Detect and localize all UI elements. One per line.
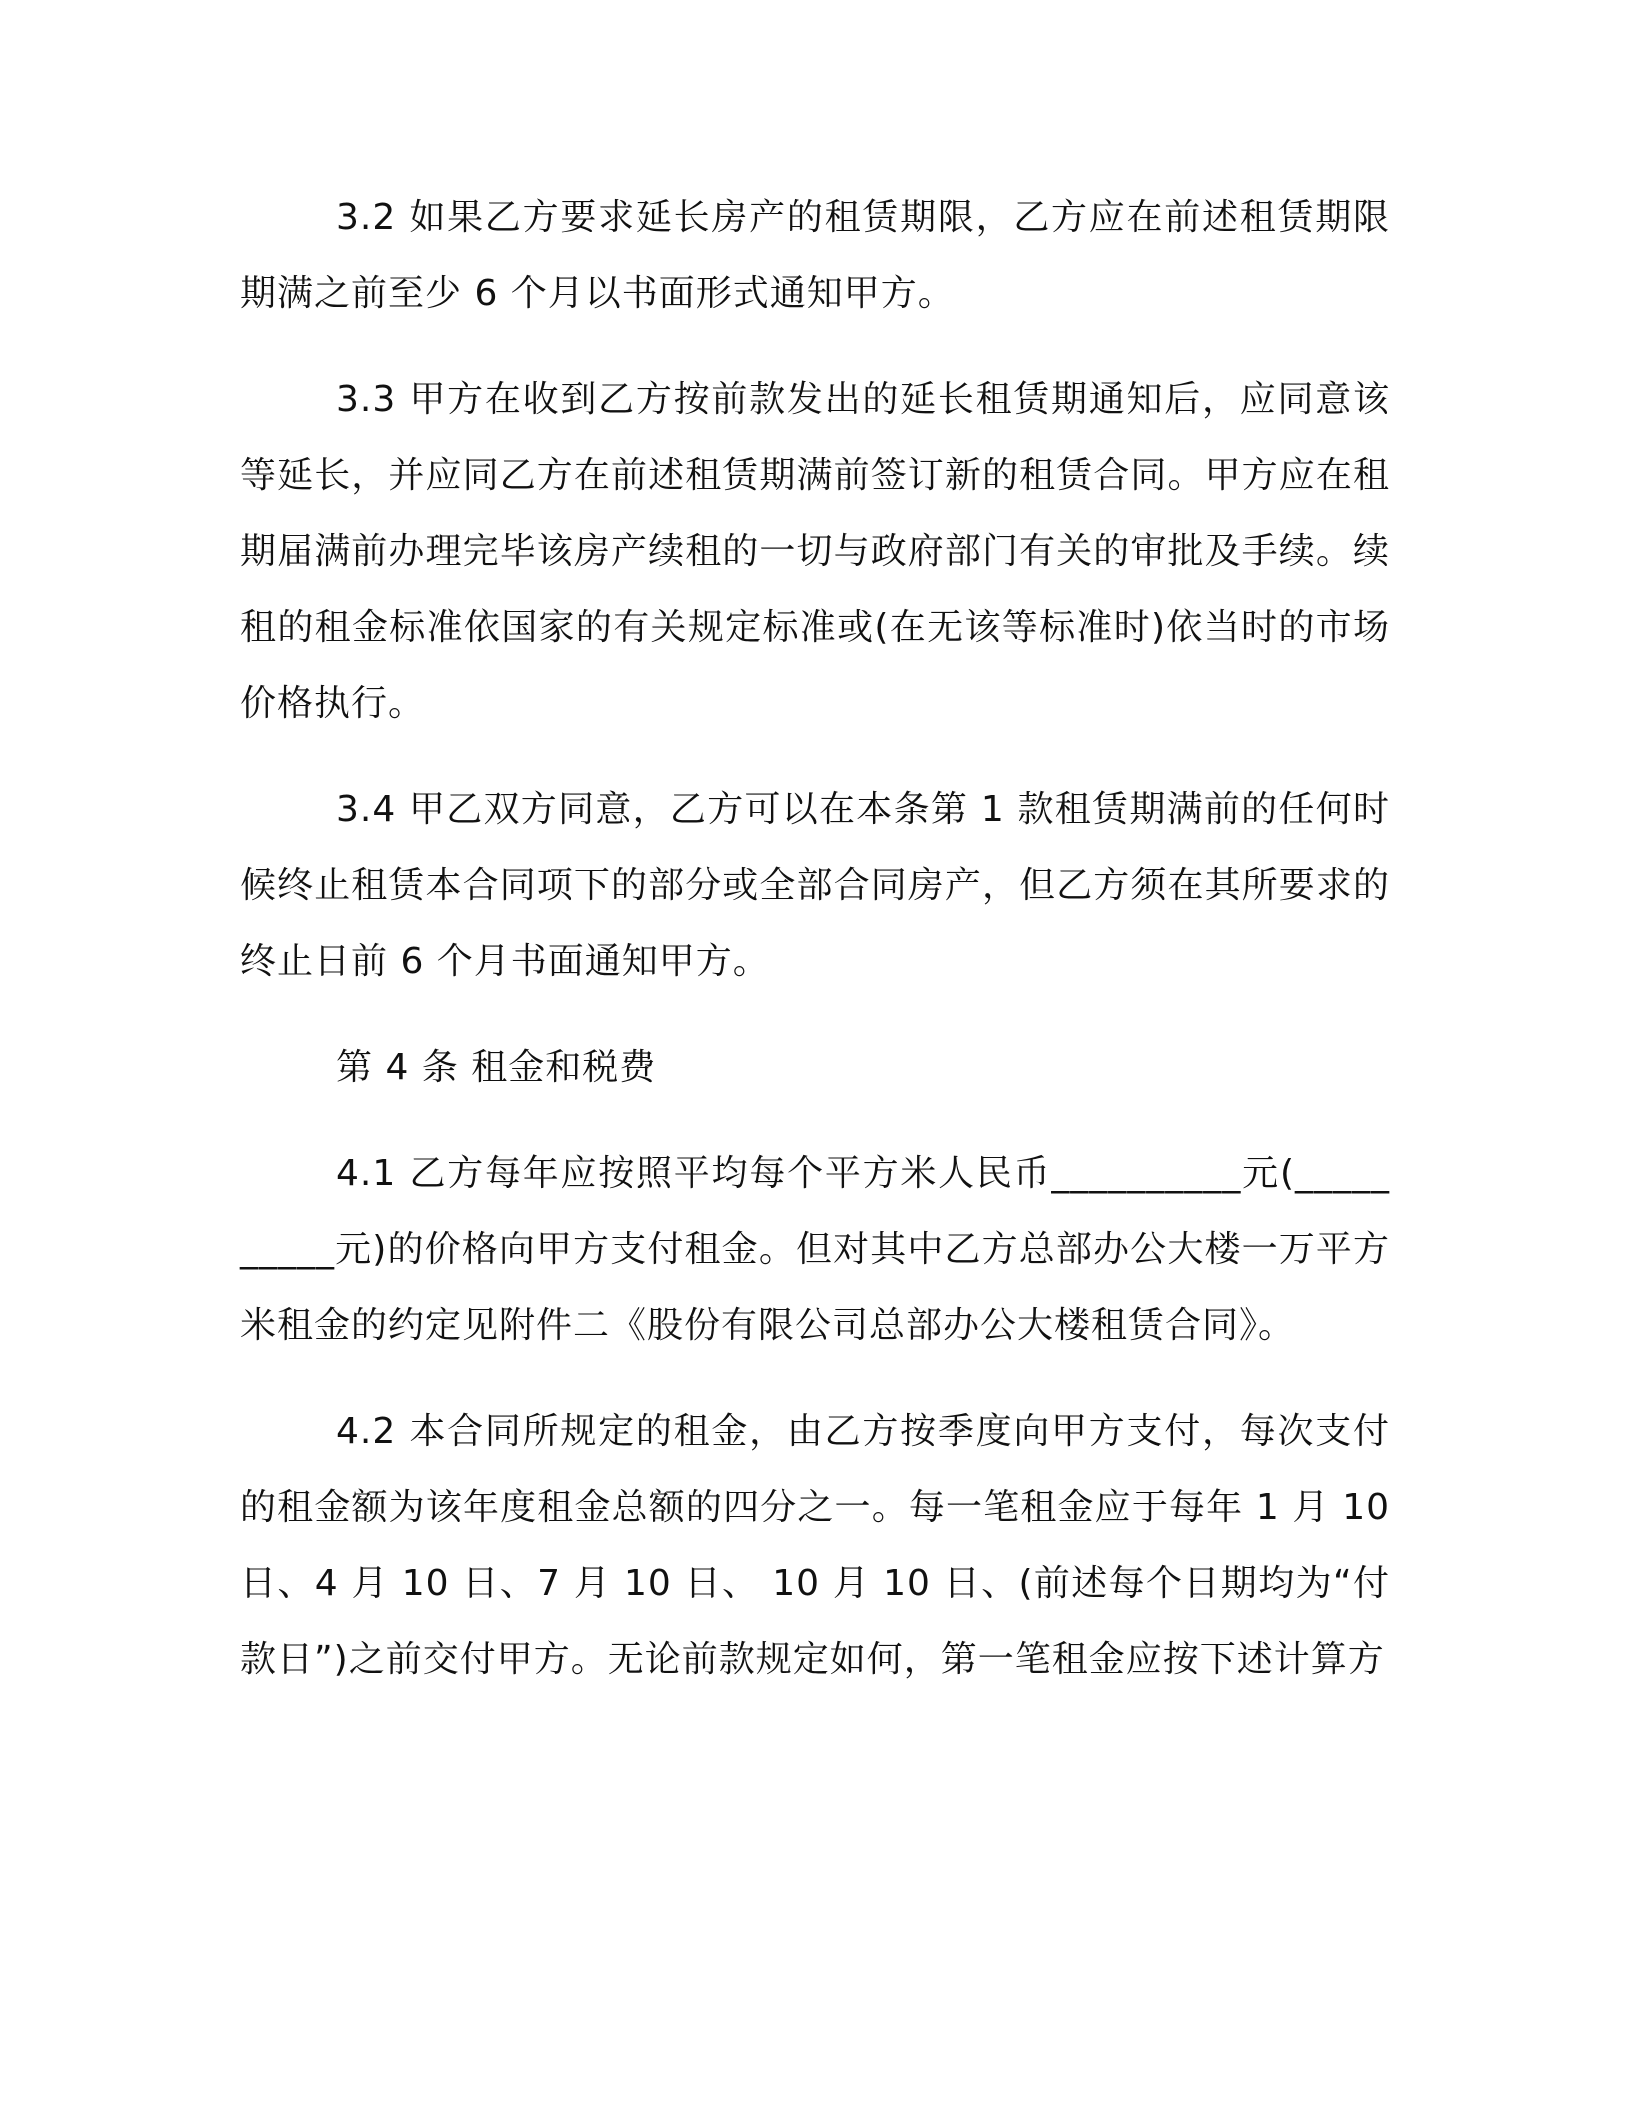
document-body: [240, 180, 1390, 1698]
clause-3-3: 3.3 甲方在收到乙方按前款发出的延长租赁期通知后，应同意该等延长，并应同乙方在前述租赁期满前签订新的租赁合同。甲方应在租期届满前办理完毕该房产续租的一切与政府部门有关的审批及手续。续租的租金标准依国家的有关规定标准或(在无该等标准时)依当时的市场价格执行。: [240, 379, 1390, 724]
clause-3-2: 3.2 如果乙方要求延长房产的租赁期限，乙方应在前述租赁期限期满之前至少 6 个月以书面形式通知甲方。: [240, 197, 1390, 314]
clause-3-4: 3.4 甲乙双方同意，乙方可以在本条第 1 款租赁期满前的任何时候终止租赁本合同项下的部分或全部合同房产，但乙方须在其所要求的终止日前 6 个月书面通知甲方。: [240, 789, 1390, 982]
article-4-heading: 第 4 条 租金和税费: [336, 1047, 657, 1088]
clause-4-2: 4.2 本合同所规定的租金，由乙方按季度向甲方支付，每次支付的租金额为该年度租金总额的四分之一。每一笔租金应于每年 1 月 10 日、4 月 10 日、7 月 10 日、 10 月 10 日、(前述每个日期均为“付款日”)之前交付甲方。无论前款规定如何，第一笔租金应按下述计算方: [240, 1411, 1390, 1680]
clause-4-1: 4.1 乙方每年应按照平均每个平方米人民币__________元(__________元)的价格向甲方支付租金。但对其中乙方总部办公大楼一万平方米租金的约定见附件二《股份有限公司总部办公大楼租赁合同》。: [240, 1153, 1390, 1346]
